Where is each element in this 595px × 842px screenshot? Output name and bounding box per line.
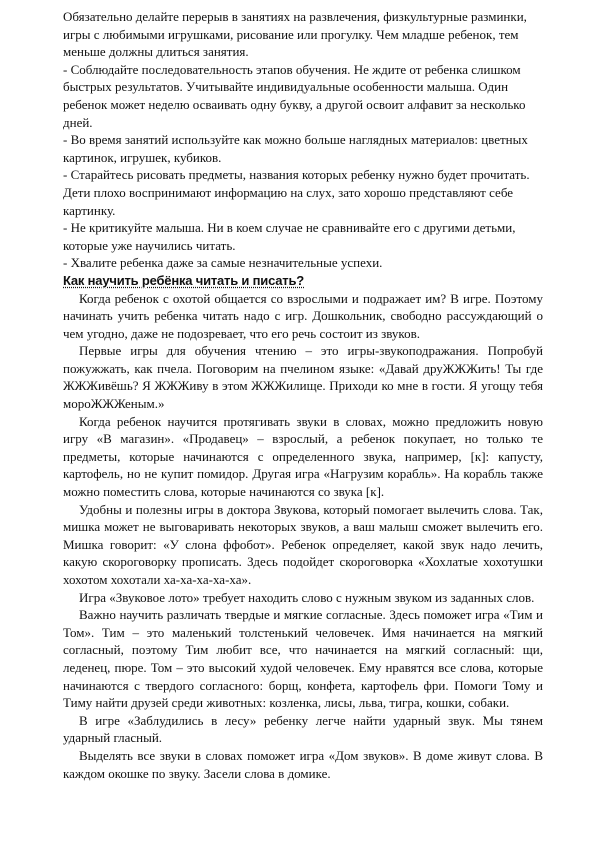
body-paragraph: Первые игры для обучения чтению – это игры-звукоподражания. Попробуй пожужжать, как пчела. Поговорим на пчелином языке: «Давай друЖЖЖить! Ты где ЖЖЖивёшь? Я ЖЖЖиву в этом ЖЖЖилище. Приходи ко мне в гости. Я угощу тебя мороЖЖЖеным.»	[63, 343, 543, 412]
tip-item: - Хвалите ребенка даже за самые незначительные успехи.	[63, 255, 383, 271]
tip-item: - Не критикуйте малыша. Ни в коем случае не сравнивайте его с другими детьми, которые уже научились читать.	[63, 220, 516, 253]
body-paragraph: Когда ребенок научится протягивать звуки в словах, можно предложить новую игру «В магазин». «Продавец» – взрослый, а ребенок покупает, но только те предметы, которые начинаются с определенного звука, например, [к]: капусту, картофель, но не купит помидор. Другая игра «Нагрузим корабль». На корабль также можно поместить слова, которые начинаются со звука [к].	[63, 413, 543, 500]
body-paragraph: Важно научить различать твердые и мягкие согласные. Здесь поможет игра «Тим и Том». Тим – это маленький толстенький человечек. Имя начинается на мягкий согласный, поэтому Тим любит все, что начинается на мягкий согласный: щи, леденец, пюре. Том – это высокий худой человечек. Ему нравятся все слова, которые начинаются с твердого согласного: борщ, конфета, картофель фри. Помоги Тому и Тиму найти друзей среди животных: козленка, лисы, льва, тигра, кошки, собаки.	[63, 607, 543, 711]
intro-paragraph: Обязательно делайте перерыв в занятиях на развлечения, физкультурные разминки, игры с любимыми игрушками, рисование или прогулку. Чем младше ребенок, тем меньше должны длиться занятия.	[63, 9, 527, 60]
tip-item: - Соблюдайте последовательность этапов обучения. Не ждите от ребенка слишком быстрых результатов. Учитывайте индивидуальные особенности малыша. Один ребенок может неделю осваивать одну букву, а другой освоит алфавит за несколько дней.	[63, 61, 526, 130]
document-page	[63, 8, 543, 782]
body-paragraph: Когда ребенок с охотой общается со взрослыми и подражает им? В игре. Поэтому начинать учить ребенка читать надо с игр. Дошкольник, свободно рассуждающий о чем угодно, даже не подозревает, что его речь состоит из звуков.	[63, 290, 543, 341]
body-paragraph: Удобны и полезны игры в доктора Звукова, который помогает вылечить слова. Так, мишка может не выговаривать некоторых звуков, а ваш малыш сможет вылечить его. Мишка говорит: «У слона ффобот». Ребенок определяет, какой звук надо лечить, какую скороговорку прописать. Здесь подойдет скороговорка «Хохлатые хохотушки хохотом хохотали ха-ха-ха-ха-ха».	[63, 501, 543, 587]
body-paragraph: Выделять все звуки в словах поможет игра «Дом звуков». В доме живут слова. В каждом окошке по звуку. Засели слова в домике.	[63, 747, 543, 781]
body-paragraph: В игре «Заблудились в лесу» ребенку легче найти ударный звук. Мы тянем ударный гласный.	[63, 712, 543, 746]
tip-item: - Во время занятий используйте как можно больше наглядных материалов: цветных картинок, игрушек, кубиков.	[63, 132, 528, 165]
section-heading: Как научить ребёнка читать и писать?	[63, 272, 304, 288]
tip-item: - Старайтесь рисовать предметы, названия которых ребенку нужно будет прочитать. Дети плохо воспринимают информацию на слух, зато хорошо представляют себе картинку.	[63, 167, 530, 218]
body-paragraph: Игра «Звуковое лото» требует находить слово с нужным звуком из заданных слов.	[79, 589, 535, 605]
